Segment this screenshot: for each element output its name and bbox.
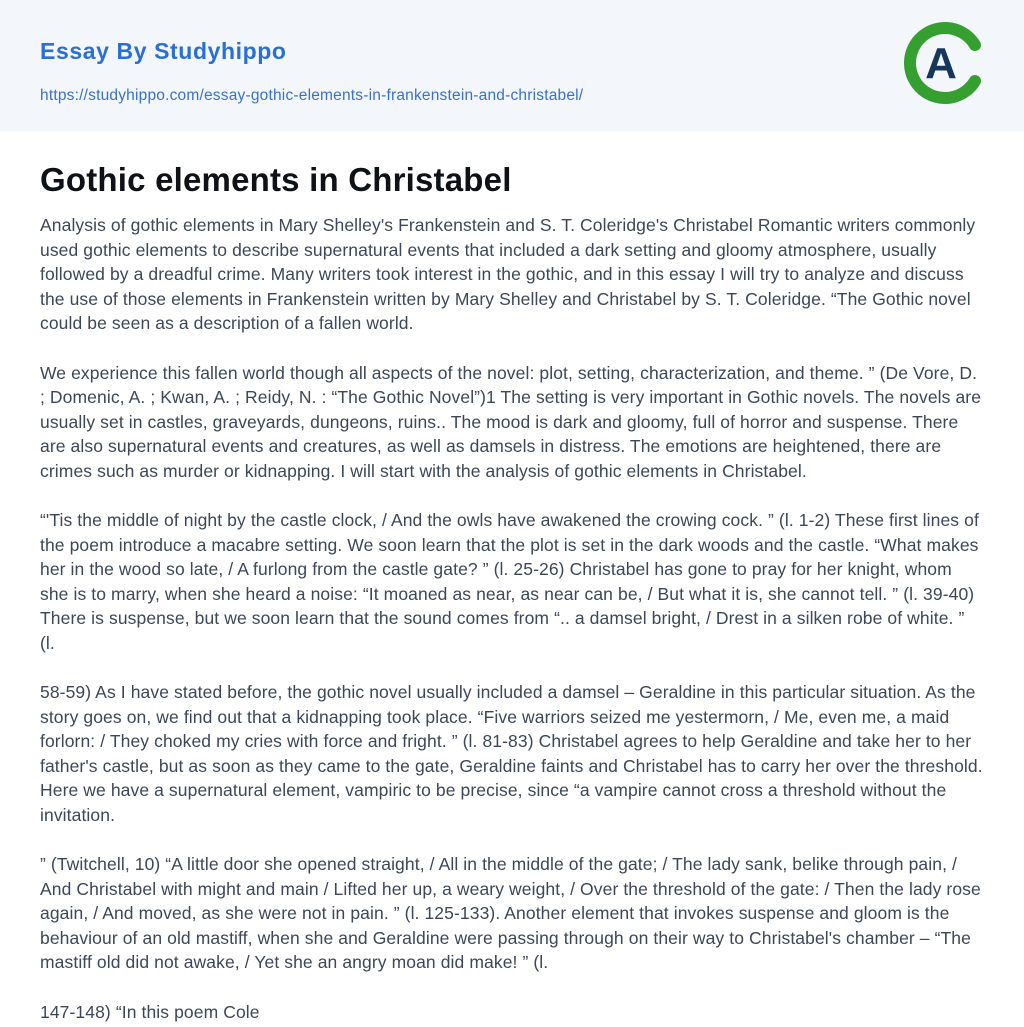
essay-paragraph: 58-59) As I have stated before, the gothic novel usually included a damsel – Geraldine in this particular situation. As the story goes on, we find out that a kidnapping took place. “Five warriors seized me yestermorn, / Me, even me, a maid forlorn: / They choked my cries with force and fright. ” (l. 81-83) Christabel agrees to help Geraldine and take her to her father's castle, but as soon as they came to the gate, Geraldine faints and Christabel has to carry her over the threshold. Here we have a supernatural element, vampiric to be precise, since “a vampire cannot cross a threshold without the invitation. — [40, 682, 983, 825]
essay-paragraph: We experience this fallen world though all aspects of the novel: plot, setting, characterization, and theme. ” (De Vore, D. ; Domenic, A. ; Kwan, A. ; Reidy, N. : “The Gothic Novel”)1 The setting is very important in Gothic novels. The novels are usually set in castles, graveyards, dungeons, ruins.. The mood is dark and gloomy, full of horror and suspense. There are also supernatural events and creatures, as well as damsels in distress. The emotions are heightened, there are crimes such as murder or kidnapping. I will start with the analysis of gothic elements in Christabel. — [40, 362, 982, 481]
page-header — [0, 0, 1024, 131]
essay-paragraph: ” (Twitchell, 10) “A little door she opened straight, / All in the middle of the gate; / The lady sank, belike through pain, / And Christabel with might and main / Lifted her up, a weary weight, / Over the threshold of the gate: / Then the lady rose again, / And moved, as she were not in pain. ” (l. 125-133). Another element that invokes suspense and gloom is the behaviour of an old mastiff, when she and Geraldine were passing through on their way to Christabel's chamber – “The mastiff old did not awake, / Yet she an angry moan did make! ” (l. — [40, 854, 981, 972]
logo-letter: A — [925, 39, 957, 88]
site-title: Essay By Studyhippo — [40, 38, 287, 64]
article-body — [0, 131, 1024, 1024]
source-url-link[interactable]: https://studyhippo.com/essay-gothic-elements-in-frankenstein-and-christabel/ — [40, 87, 584, 104]
essay-paragraph: “'Tis the middle of night by the castle clock, / And the owls have awakened the crowing cock. ” (l. 1-2) These first lines of the poem introduce a macabre setting. We soon learn that the plot is set in the dark woods and the castle. “What makes her in the wood so late, / A furlong from the castle gate? ” (l. 25-26) Christabel has gone to pray for her knight, whom she is to marry, when she heard a noise: “It moaned as near, as near can be, / But what it is, she cannot tell. ” (l. 39-40) There is suspense, but we soon learn that the sound comes from “.. a damsel bright, / Drest in a silken robe of white. ” (l. — [40, 510, 979, 653]
logo-ring-icon — [904, 22, 986, 104]
essay-paragraph: 147-148) “In this poem Cole — [40, 1001, 260, 1022]
essay-paragraph: Analysis of gothic elements in Mary Shelley's Frankenstein and S. T. Coleridge's Christabel Romantic writers commonly used gothic elements to describe supernatural events that included a dark setting and gloomy atmosphere, usually followed by a dreadful crime. Many writers took interest in the gothic, and in this essay I will try to analyze and discuss the use of those elements in Frankenstein written by Mary Shelley and Christabel by S. T. Coleridge. “The Gothic novel could be seen as a description of a fallen world. — [40, 215, 976, 333]
page-title: Gothic elements in Christabel — [40, 161, 512, 198]
studyhippo-logo[interactable] — [904, 22, 986, 104]
